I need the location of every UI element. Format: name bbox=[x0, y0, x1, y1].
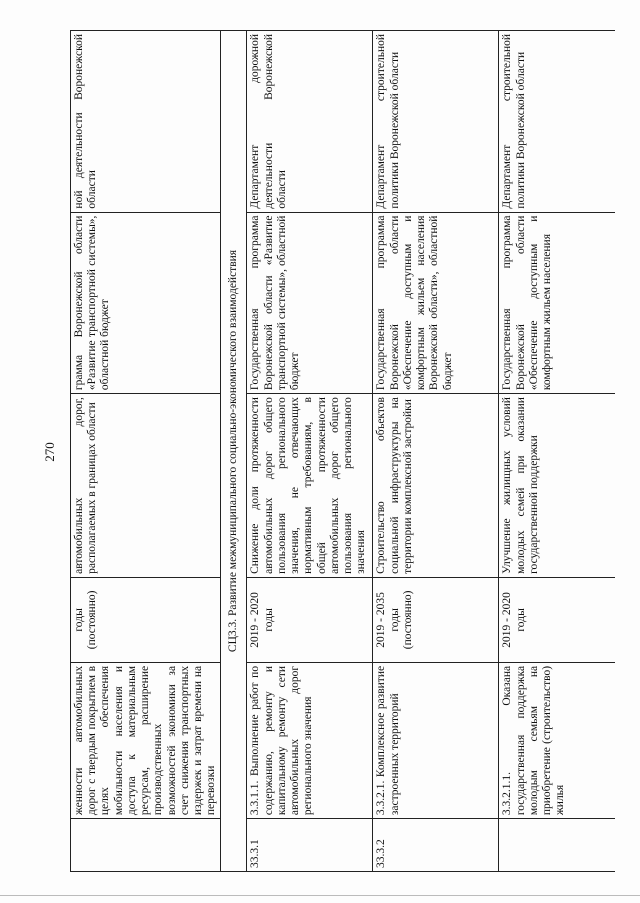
table-row bbox=[499, 31, 615, 872]
indicator-cell: Строительство объектов социальной инфраструктуры на территории комплексной застройки bbox=[373, 394, 499, 578]
task-cell: женности автомобильных дорог с твердым покрытием в целях обеспечения мобильности населения и доступа к материальным ресурсам, расширение производственных возможностей экономики за счет снижения транспортных издержек и затрат времени на перевозки bbox=[71, 662, 221, 818]
measures-table bbox=[70, 30, 615, 872]
section-heading: СЦ3.3. Развитие межмуниципального социально-экономического взаимодействия bbox=[221, 31, 247, 872]
table-row bbox=[247, 31, 373, 872]
responsible-cell: Департамент дорожной деятельности Воронежской области bbox=[247, 31, 373, 213]
responsible-cell: ной деятельности Воронежской области bbox=[71, 31, 221, 213]
task-cell: 3.3.1.1. Выполнение работ по содержанию, ремонту и капитальному ремонту сети автомобильных дорог регионального значения bbox=[247, 662, 373, 818]
responsible-cell: Департамент строительной политики Воронежской области bbox=[373, 31, 499, 213]
row-code-cell bbox=[71, 819, 221, 872]
program-cell: грамма Воронежской области «Развитие транспортной системы», областной бюджет bbox=[71, 212, 221, 394]
responsible-cell: Департамент строительной политики Воронежской области bbox=[499, 31, 615, 213]
table-row bbox=[71, 31, 221, 872]
page-bottom-divider bbox=[0, 895, 640, 896]
period-cell: 2019 - 2035 годы (постоянно) bbox=[373, 577, 499, 662]
period-cell: 2019 - 2020 годы bbox=[247, 577, 373, 662]
rotated-table-container bbox=[70, 30, 615, 872]
row-code-cell: 33.3.1 bbox=[247, 819, 373, 872]
row-code-cell: 33.3.2 bbox=[373, 819, 499, 872]
task-cell: 3.3.2.1.1. Оказана государственная поддержка молодым семьям на приобретение (строительство) жилья bbox=[499, 662, 615, 818]
section-heading-row bbox=[221, 31, 247, 872]
program-cell: Государственная программа Воронежской области «Развитие транспортной системы», областной бюджет bbox=[247, 212, 373, 394]
indicator-cell: автомобильных дорог, располагаемых в границах области bbox=[71, 394, 221, 578]
page-number-text: 270 bbox=[42, 442, 57, 462]
indicator-cell: Улучшение жилищных условий молодых семей при оказании государственной поддержки bbox=[499, 394, 615, 578]
row-code-cell bbox=[499, 819, 615, 872]
period-cell: годы (постоянно) bbox=[71, 577, 221, 662]
table-row bbox=[373, 31, 499, 872]
period-cell: 2019 - 2020 годы bbox=[499, 577, 615, 662]
task-cell: 3.3.2.1. Комплексное развитие застроенных территорий bbox=[373, 662, 499, 818]
page-number bbox=[40, 412, 60, 492]
indicator-cell: Снижение доли протяженности автомобильных дорог общего пользования регионального значения, не отвечающих нормативным требованиям, в общей протяженности автомобильных дорог общего пользования регионального значения bbox=[247, 394, 373, 578]
program-cell: Государственная программа Воронежской области «Обеспечение доступным и комфортным жильем населения bbox=[499, 212, 615, 394]
program-cell: Государственная программа Воронежской области «Обеспечение доступным и комфортным жильем населения Воронежской области», областной бюджет bbox=[373, 212, 499, 394]
